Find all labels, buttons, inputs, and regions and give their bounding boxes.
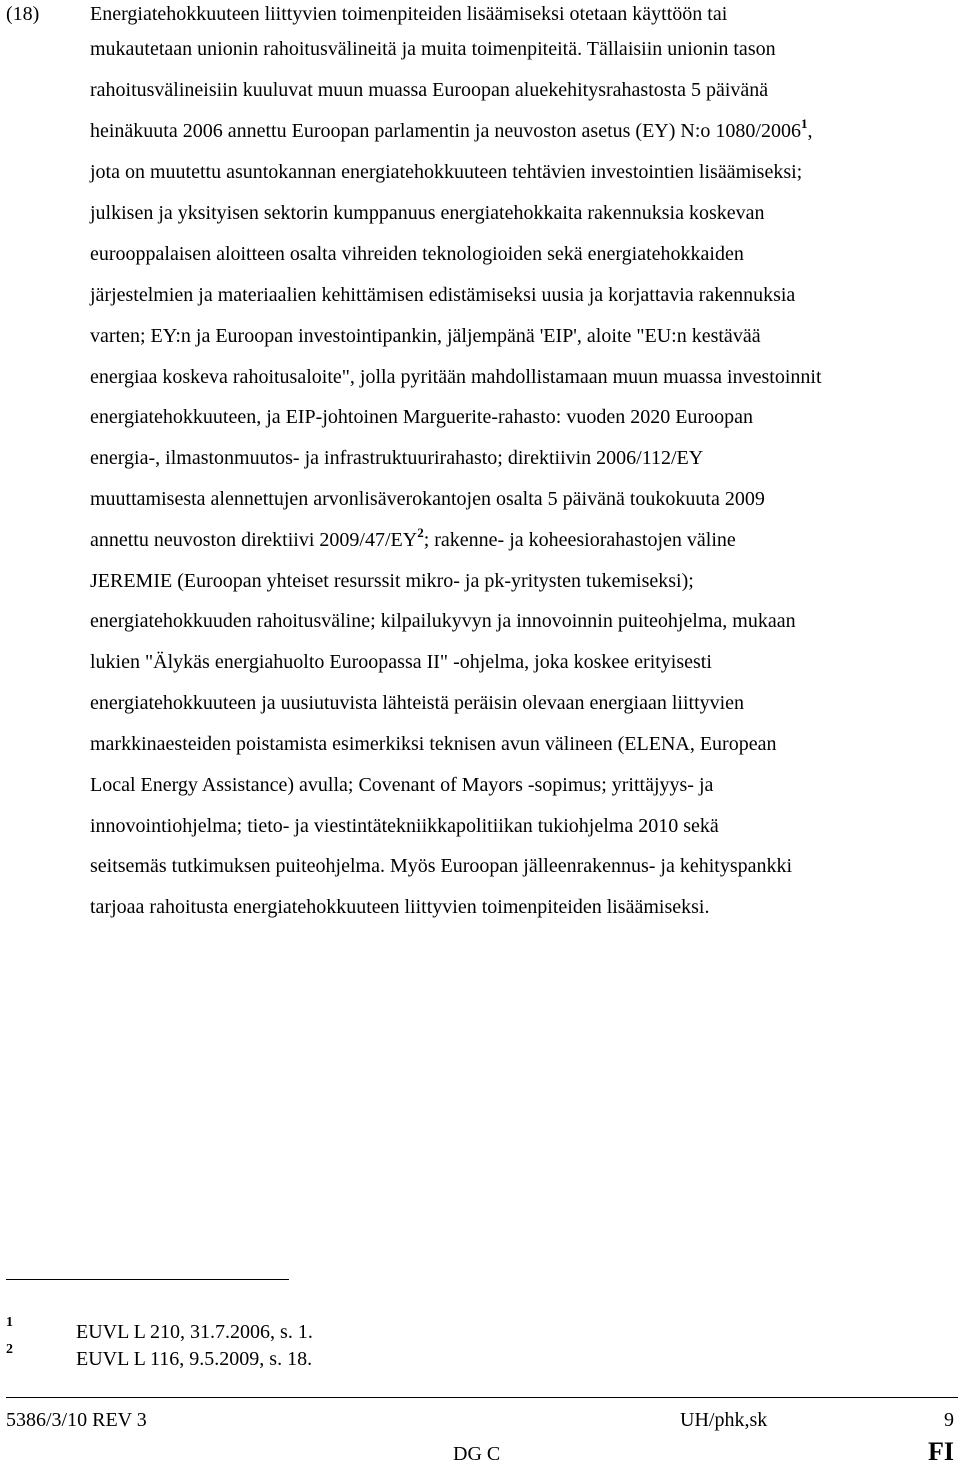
body-line-text: annettu neuvoston direktiivi 2009/47/EY [90,529,418,551]
body-line-tail: , [807,120,813,142]
footnote-text: EUVL L 210, 31.7.2006, s. 1. [76,1321,313,1343]
footnote-mark: 2 [6,1342,13,1357]
body-line [90,527,736,553]
footer-language: FI [928,1437,954,1466]
footer-doc-ref: 5386/3/10 REV 3 [6,1409,147,1431]
body-line: rahoitusvälineisiin kuuluvat muun muassa Euroopan aluekehitysrahastosta 5 päivänä [90,79,769,101]
body-line: varten; EY:n ja Euroopan investointipankin, jäljempänä 'EIP', aloite "EU:n kestävää [90,325,761,347]
footnote-separator [6,1279,289,1280]
paragraph-number: (18) [6,3,40,25]
footer-separator [6,1397,958,1398]
body-line: järjestelmien ja materiaalien kehittämisen edistämiseksi uusia ja korjattavia rakennuksia [90,284,796,306]
footer-page-number: 9 [944,1409,954,1431]
footer-dg: DG C [453,1443,501,1465]
body-line: Local Energy Assistance) avulla; Covenant of Mayors -sopimus; yrittäjyys- ja [90,774,714,796]
footnote-text: EUVL L 116, 9.5.2009, s. 18. [76,1348,313,1370]
body-line: Energiatehokkuuteen liittyvien toimenpiteiden lisäämiseksi otetaan käyttöön tai [90,3,728,25]
body-line: energiatehokkuuteen, ja EIP-johtoinen Marguerite-rahasto: vuoden 2020 Euroopan [90,406,753,428]
body-line: energiaa koskeva rahoitusaloite", jolla pyritään mahdollistamaan muun muassa investoinnit [90,366,822,388]
footnote-ref-2: 2 [417,525,424,540]
body-line: lukien "Älykäs energiahuolto Euroopassa II" -ohjelma, joka koskee erityisesti [90,651,712,673]
body-line: energiatehokkuuteen ja uusiutuvista lähteistä peräisin olevaan energiaan liittyvien [90,692,745,714]
body-line-text: heinäkuuta 2006 annettu Euroopan parlamentin ja neuvoston asetus (EY) N:o 1080/2006 [90,120,801,142]
body-line: JEREMIE (Euroopan yhteiset resurssit mikro- ja pk-yritysten tukemiseksi); [90,570,694,592]
body-line: mukautetaan unionin rahoitusvälineitä ja muita toimenpiteitä. Tällaisiin unionin tason [90,38,776,60]
body-line: tarjoaa rahoitusta energiatehokkuuteen liittyvien toimenpiteiden lisäämiseksi. [90,896,710,918]
footnote-ref-1: 1 [800,116,808,131]
body-line: energiatehokkuuden rahoitusväline; kilpailukyvyn ja innovoinnin puiteohjelma, mukaan [90,610,796,632]
body-line: julkisen ja yksityisen sektorin kumppanuus energiatehokkaita rakennuksia koskevan [90,202,765,224]
body-line-tail: ; rakenne- ja koheesiorahastojen väline [423,529,736,551]
footer-initials: UH/phk,sk [680,1409,768,1431]
body-line: seitsemäs tutkimuksen puiteohjelma. Myös Euroopan jälleenrakennus- ja kehityspankki [90,855,793,877]
body-line: muuttamisesta alennettujen arvonlisäverokantojen osalta 5 päivänä toukokuuta 2009 [90,488,765,510]
body-line: markkinaesteiden poistamista esimerkiksi teknisen avun välineen (ELENA, European [90,733,777,755]
body-line: innovointiohjelma; tieto- ja viestintätekniikkapolitiikan tukiohjelma 2010 sekä [90,815,719,837]
body-line: jota on muutettu asuntokannan energiatehokkuuteen tehtävien investointien lisäämiseksi; [90,161,803,183]
body-line [90,118,812,144]
body-line: eurooppalaisen aloitteen osalta vihreiden teknologioiden sekä energiatehokkaiden [90,243,744,265]
footnote-mark: 1 [6,1315,13,1330]
body-line: energia-, ilmastonmuutos- ja infrastruktuurirahasto; direktiivin 2006/112/EY [90,447,704,469]
